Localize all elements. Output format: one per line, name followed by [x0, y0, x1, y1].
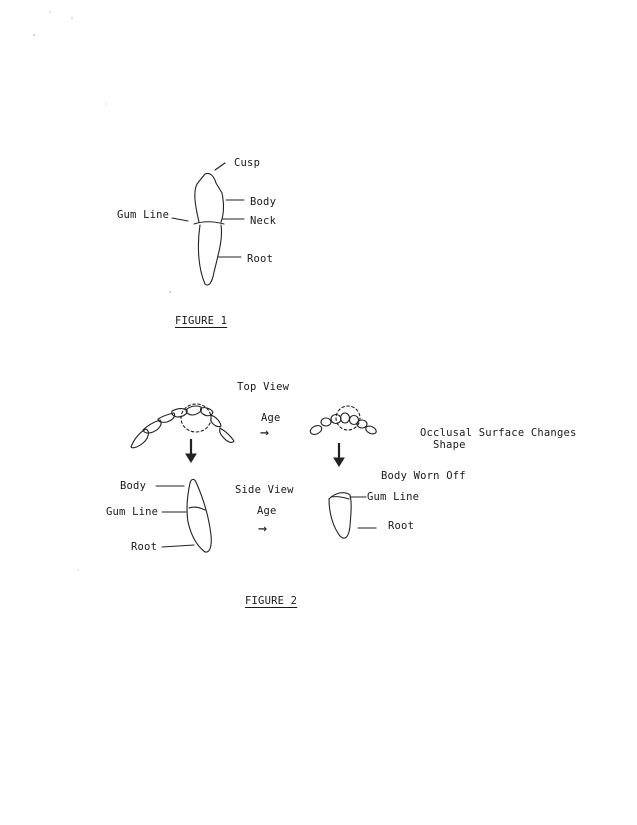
age-label-side: Age [257, 505, 277, 517]
tooth-crown [195, 173, 224, 222]
highlight-circle-old [336, 406, 360, 430]
tooth-root [198, 225, 221, 285]
neck-label: Neck [250, 215, 277, 227]
tooth-side-young [187, 479, 211, 552]
young-root-label: Root [131, 541, 158, 553]
cusp-label: Cusp [234, 157, 261, 169]
tooth-illustration [194, 173, 224, 285]
dental-arch-old [309, 413, 378, 436]
gum-line-label: Gum Line [117, 209, 170, 221]
body-label: Body [250, 196, 277, 208]
young-body-label: Body [120, 480, 147, 492]
old-root-label: Root [388, 520, 415, 532]
tooth-side-old [329, 493, 351, 538]
figure1-caption: FIGURE 1 [175, 315, 228, 327]
figure2-caption: FIGURE 2 [245, 595, 298, 607]
right-arrow-side-icon: → [258, 519, 268, 537]
body-worn-off-label: Body Worn Off [381, 470, 466, 482]
figure1-leader-lines [172, 163, 244, 257]
side-view-label: Side View [235, 484, 294, 496]
down-arrows [186, 439, 344, 466]
young-gum-line-label: Gum Line [106, 506, 159, 518]
right-arrow-top-icon: → [260, 423, 270, 441]
occlusal-label-line1: Occlusal Surface Changes [420, 427, 577, 439]
old-gum-line-label: Gum Line [367, 491, 420, 503]
occlusal-label-line2: Shape [433, 439, 466, 451]
root-label: Root [247, 253, 274, 265]
age-label-top: Age [261, 412, 281, 424]
scan-specks [33, 11, 171, 570]
top-view-label: Top View [237, 381, 290, 393]
